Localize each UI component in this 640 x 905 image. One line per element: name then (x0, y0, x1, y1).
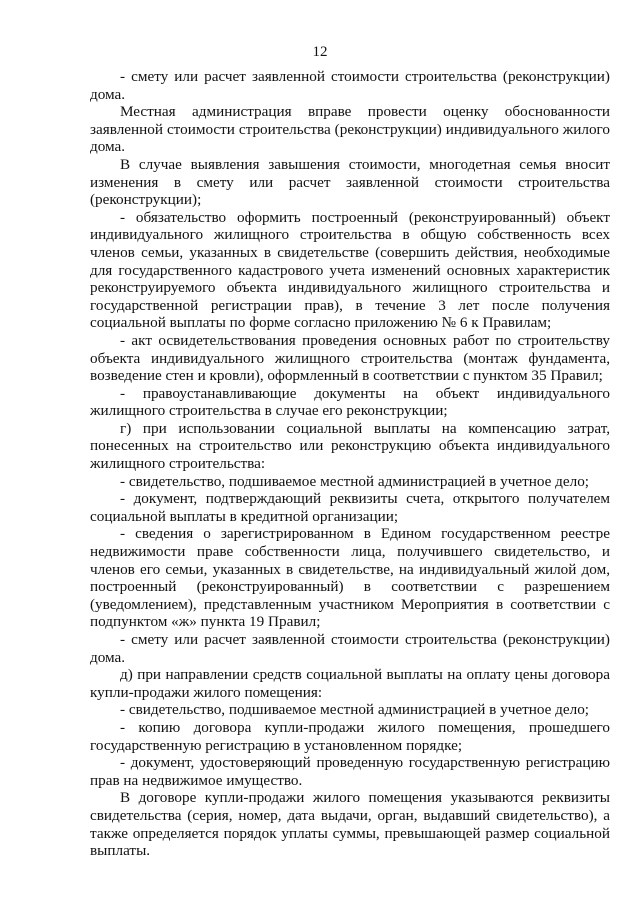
paragraph: В случае выявления завышения стоимости, многодетная семья вносит изменения в смету или расчет заявленной стоимости строительства (реконструкции); (90, 155, 610, 209)
paragraph: - свидетельство, подшиваемое местной администрацией в учетное дело; (120, 472, 590, 490)
page-number: 12 (312, 44, 328, 60)
paragraph: - акт освидетельствования проведения основных работ по строительству объекта индивидуального жилищного строительства (монтаж фундамента, возведение стен и кровли), оформленный в соответствии с пунктом 35 Правил; (90, 331, 610, 385)
paragraph: - сведения о зарегистрированном в Едином государственном реестре недвижимости праве собственности лица, получившего свидетельство, и членов его семьи, указанных в свидетельстве, на индивидуальный жилой дом, построенный (реконструированный) в соответствии с разрешением (уведомлением), представленным участником Мероприятия в соответствии с подпунктом «ж» пункта 19 Правил; (90, 525, 610, 631)
paragraph: - смету или расчет заявленной стоимости строительства (реконструкции) дома. (90, 68, 610, 103)
paragraph: - смету или расчет заявленной стоимости строительства (реконструкции) дома. (90, 631, 610, 666)
paragraph: Местная администрация вправе провести оценку обоснованности заявленной стоимости строительства (реконструкции) индивидуального жилого дома. (90, 103, 610, 156)
paragraph: д) при направлении средств социальной выплаты на оплату цены договора купли-продажи жилого помещения: (90, 666, 610, 701)
paragraph: - свидетельство, подшиваемое местной администрацией в учетное дело; (120, 701, 590, 719)
paragraph: г) при использовании социальной выплаты на компенсацию затрат, понесенных на строительство или реконструкцию объекта индивидуального жилищного строительства: (90, 419, 610, 473)
paragraph: - документ, подтверждающий реквизиты счета, открытого получателем социальной выплаты в кредитной организации; (90, 490, 610, 525)
document-body (90, 68, 610, 860)
paragraph: - копию договора купли-продажи жилого помещения, прошедшего государственную регистрацию в установленном порядке; (90, 718, 610, 754)
paragraph: В договоре купли-продажи жилого помещения указываются реквизиты свидетельства (серия, номер, дата выдачи, орган, выдавший свидетельство), а также определяется порядок уплаты суммы, превышающей размер социальной выплаты. (90, 789, 610, 860)
paragraph: - документ, удостоверяющий проведенную государственную регистрацию прав на недвижимое имущество. (90, 754, 610, 789)
paragraph: - обязательство оформить построенный (реконструированный) объект индивидуального жилищного строительства в общую собственность всех членов семьи, указанных в свидетельстве (совершить действия, необходимые для государственного кадастрового учета изменений основных характеристик реконструируемого объекта индивидуального жилищного строительства и государственной регистрации прав), в течение 3 лет после получения социальной выплаты по форме согласно приложению № 6 к Правилам; (90, 208, 610, 332)
paragraph: - правоустанавливающие документы на объект индивидуального жилищного строительства в случае его реконструкции; (90, 384, 610, 420)
